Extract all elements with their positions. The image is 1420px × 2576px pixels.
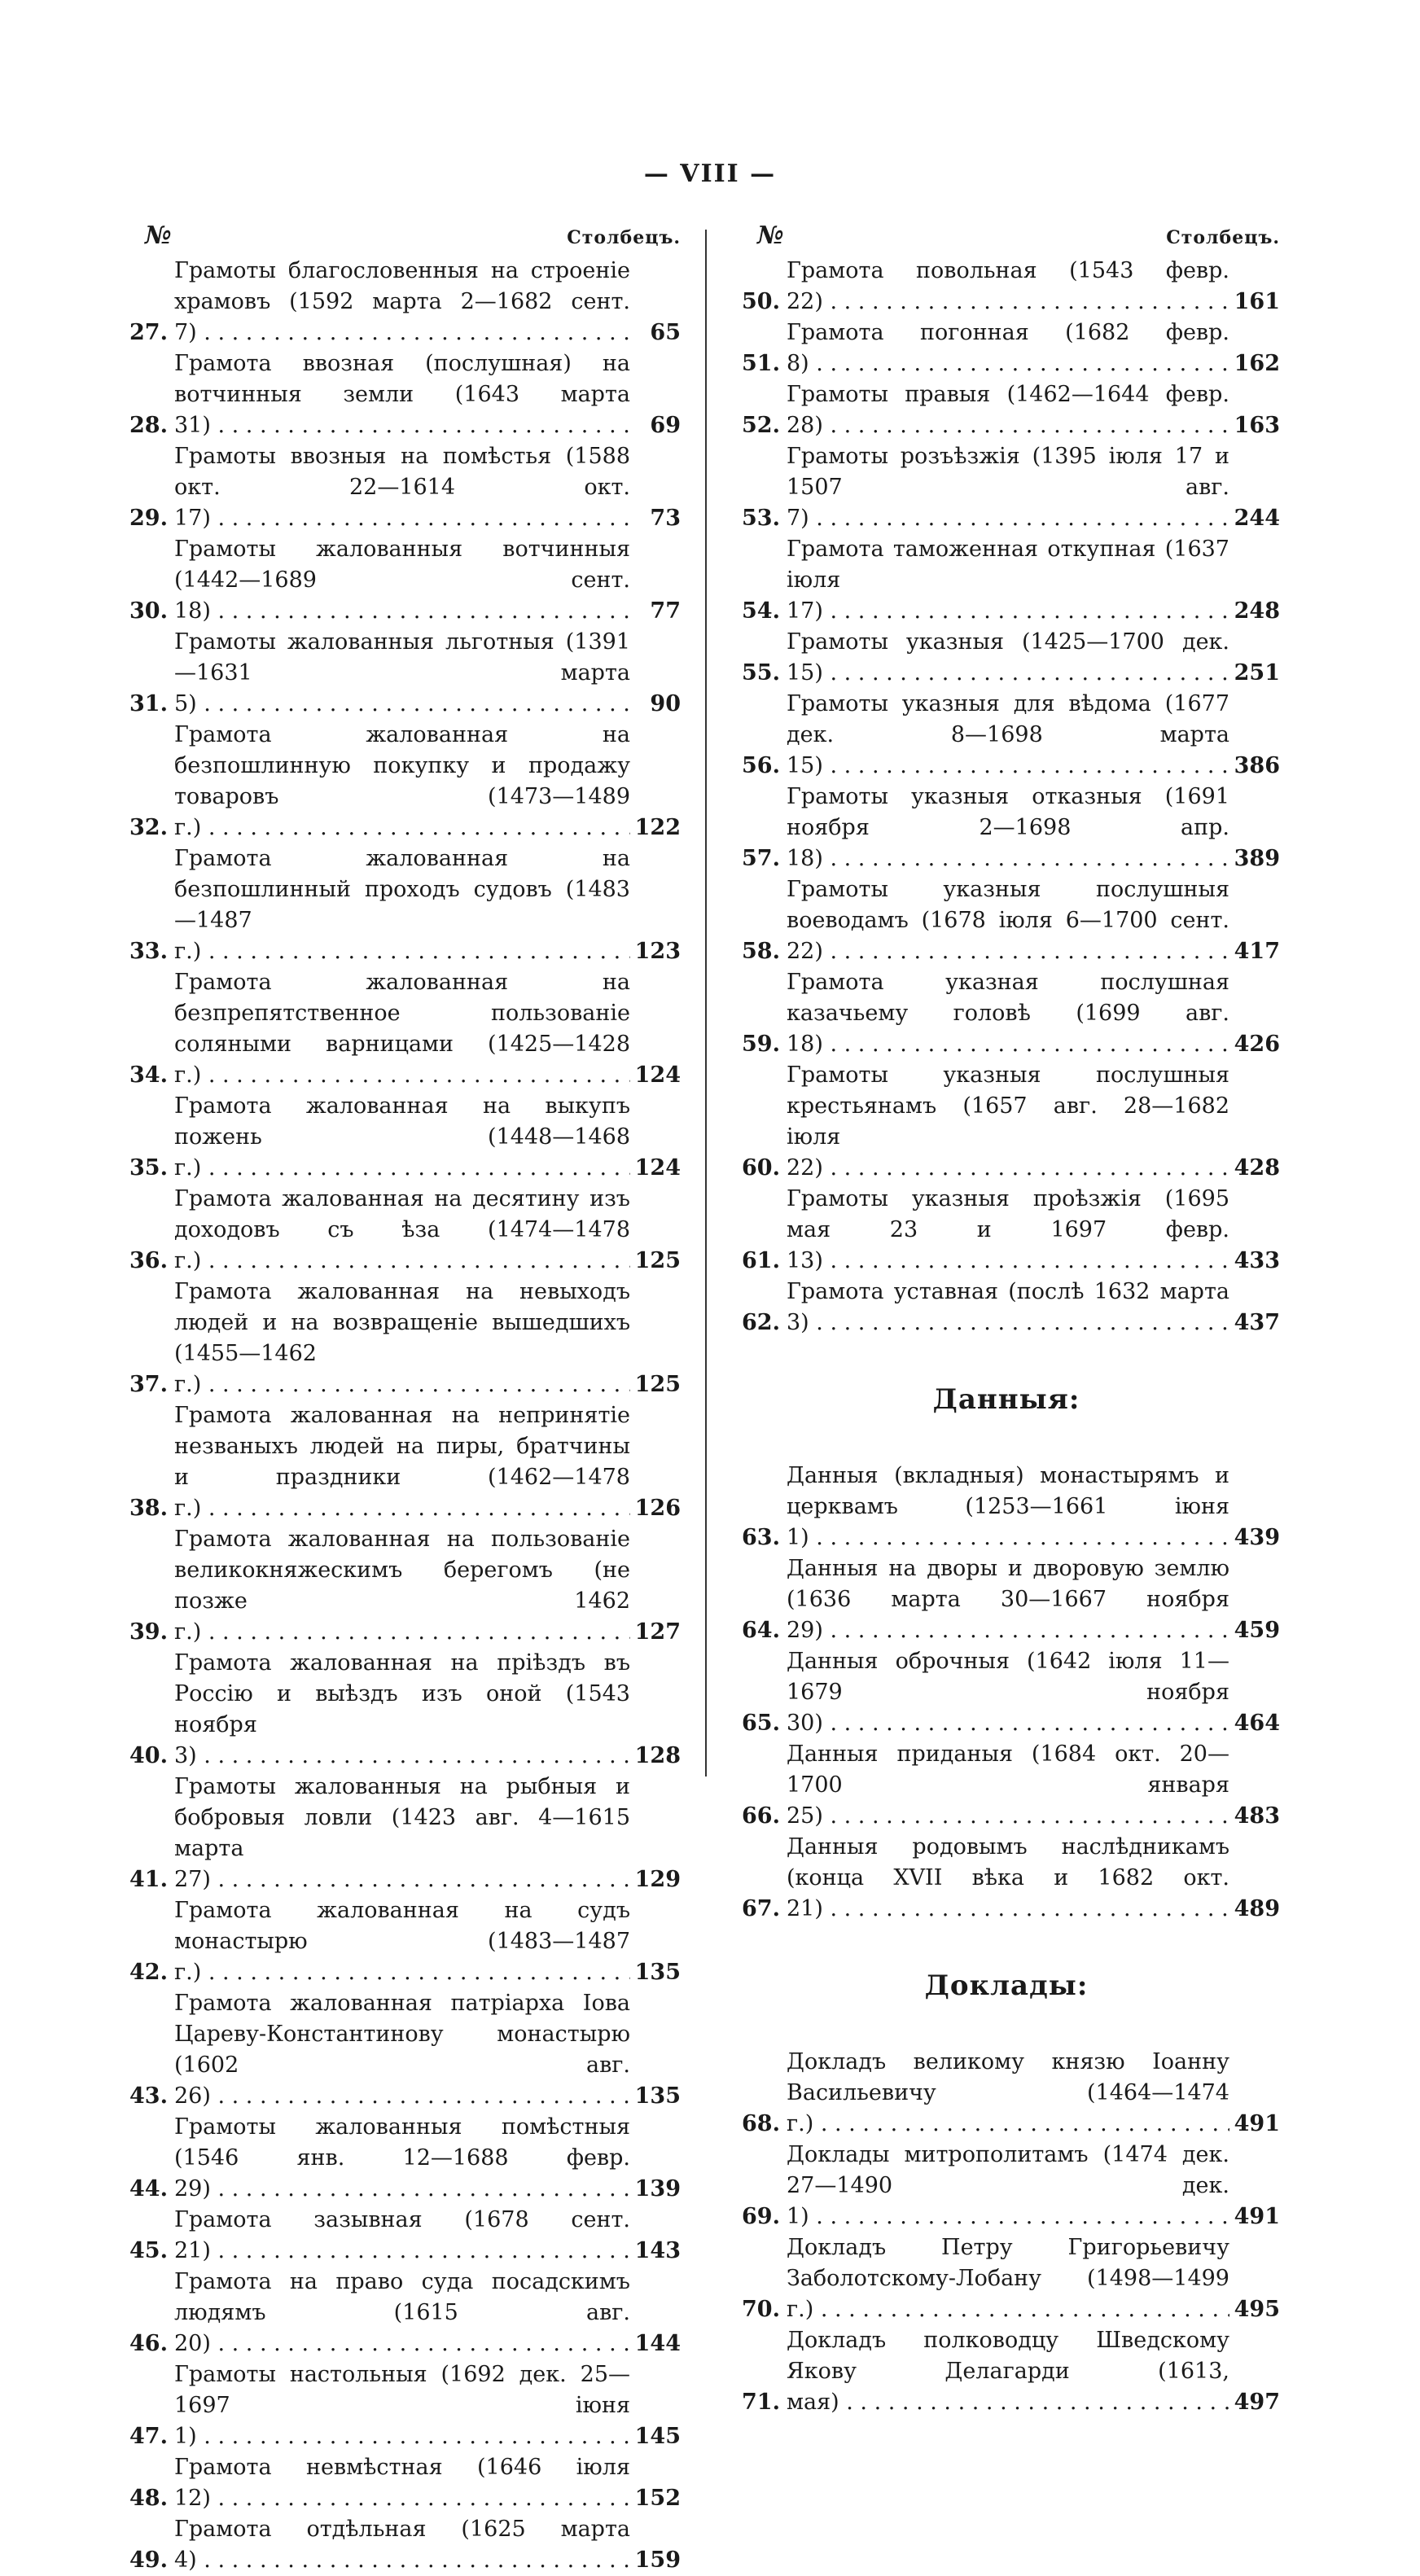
toc-entry [733,782,1280,874]
entry-column-number: 497 [1234,2390,1280,2415]
number-label: № [145,221,172,250]
page-number: — VIII — [643,160,777,188]
entry-title: Грамоты розъѣзжія (1395 іюля 17 и 1507 авг. 7) . . . [787,441,1229,534]
entry-number: 51. [742,351,780,376]
entry-column-number: 69 [650,413,681,438]
entry-column-number: 122 [634,815,681,840]
entry-title: Грамота жалованная на непринятіе незваныхъ людей на пиры, братчины и праздники (1462—1478 г.) . . . [174,1400,630,1524]
entry-column-number: 162 [1234,351,1280,376]
entry-title: Грамоты жалованныя вотчинныя (1442—1689 сент. 18) . . . [174,534,630,627]
entry-title: Грамота погонная (1682 февр. 8) . . . [787,318,1229,379]
entry-column-number: 491 [1234,2204,1280,2229]
entry-title: Грамоты настольныя (1692 дек. 25—1697 іюня 1) . . . [174,2359,630,2452]
toc-entry [121,2359,681,2452]
entry-number: 41. [129,1867,168,1892]
column-label: Столбецъ. [567,227,681,248]
entry-title: Грамоты правыя (1462—1644 февр. 28) . . . [787,379,1229,441]
entry-number: 47. [129,2424,168,2449]
toc-entry [121,1895,681,1988]
entry-number: 27. [129,320,168,345]
toc-entry [121,2514,681,2576]
entry-column-number: 491 [1234,2111,1280,2136]
entry-title: Грамота указная послушная казачьему головѣ (1699 авг. 18) . . . [787,967,1229,1060]
entry-number: 37. [129,1372,168,1397]
toc-entry [733,1553,1280,1646]
toc-entry [121,441,681,534]
toc-entry [121,1524,681,1648]
entry-title: Грамота жалованная патріарха Іова Цареву-Константинову монастырю (1602 авг. 26) . . . [174,1988,630,2112]
entry-title: Грамота уставная (послѣ 1632 марта 3) . . . [787,1277,1229,1338]
right-column [733,221,1280,2418]
entry-column-number: 125 [634,1248,681,1273]
toc-entry [733,1277,1280,1338]
entry-column-number: 90 [650,691,681,716]
right-entry-list [733,256,1280,1338]
entry-column-number: 128 [634,1743,681,1768]
entry-title: Грамота ввозная (послушная) на вотчинныя земли (1643 марта 31) . . . [174,348,630,441]
entry-column-number: 124 [634,1062,681,1088]
entry-column-number: 244 [1234,506,1280,531]
entry-number: 32. [129,815,168,840]
toc-entry [733,1832,1280,1925]
entry-title: Данныя на дворы и дворовую землю (1636 марта 30—1667 ноября 29) . . . [787,1553,1229,1646]
entry-title: Докладъ великому князю Іоанну Васильевичу (1464—1474 г.) . . . [787,2047,1229,2140]
entry-column-number: 433 [1234,1248,1280,1273]
entry-number: 31. [129,691,168,716]
entry-number: 40. [129,1743,168,1768]
entry-title: Грамоты указныя послушныя воеводамъ (1678 іюля 6—1700 сент. 22) . . . [787,874,1229,967]
entry-title: Грамота отдѣльная (1625 марта 4) . . . [174,2514,630,2576]
column-label: Столбецъ. [1166,227,1280,248]
entry-title: Грамота таможенная откупная (1637 іюля 17) . . . [787,534,1229,627]
entry-title: Грамоты указныя отказныя (1691 ноября 2—1698 апр. 18) . . . [787,782,1229,874]
toc-entry [733,627,1280,689]
entry-column-number: 459 [1234,1618,1280,1643]
entry-number: 42. [129,1960,168,1985]
entry-column-number: 417 [1234,939,1280,964]
entry-number: 54. [742,598,780,624]
entry-title: Грамота на право суда посадскимъ людямъ (1615 авг. 20) . . . [174,2267,630,2359]
entry-column-number: 127 [634,1619,681,1645]
entry-column-number: 152 [634,2486,681,2511]
entry-column-number: 73 [650,506,681,531]
entry-title: Грамота жалованная на выкупъ пожень (1448—1468 г.) . . . [174,1091,630,1184]
entry-column-number: 65 [650,320,681,345]
entry-column-number: 428 [1234,1155,1280,1181]
entry-number: 46. [129,2331,168,2356]
entry-number: 59. [742,1032,780,1057]
entry-number: 30. [129,598,168,624]
entry-number: 39. [129,1619,168,1645]
entry-column-number: 386 [1234,753,1280,778]
entry-title: Грамоты указныя для вѣдома (1677 дек. 8—1698 марта 15) . . . [787,689,1229,782]
entry-title: Данныя приданыя (1684 окт. 20—1700 января 25) . . . [787,1739,1229,1832]
entry-title: Грамоты ввозныя на помѣстья (1588 окт. 22—1614 окт. 17) . . . [174,441,630,534]
entry-column-number: 437 [1234,1310,1280,1335]
entry-column-number: 124 [634,1155,681,1181]
toc-entry [121,256,681,348]
entry-title: Грамота жалованная на безпошлинный проходъ судовъ (1483—1487 г.) . . . [174,843,630,967]
toc-entry [121,1400,681,1524]
entry-title: Грамоты жалованныя на рыбныя и бобровыя ловли (1423 авг. 4—1615 марта 27) . . . [174,1772,630,1895]
toc-entry [733,1184,1280,1277]
entry-number: 49. [129,2548,168,2573]
entry-column-number: 161 [1234,289,1280,314]
entry-number: 44. [129,2176,168,2201]
toc-entry [121,720,681,843]
toc-entry [121,967,681,1091]
left-column-header [121,221,681,256]
toc-entry [733,534,1280,627]
entry-column-number: 135 [634,1960,681,1985]
entry-title: Грамота жалованная на судъ монастырю (1483—1487 г.) . . . [174,1895,630,1988]
entry-number: 64. [742,1618,780,1643]
entry-number: 48. [129,2486,168,2511]
entry-column-number: 495 [1234,2297,1280,2322]
left-column [121,221,681,2576]
toc-entry [121,348,681,441]
entry-title: Грамоты указныя (1425—1700 дек. 15) . . . [787,627,1229,689]
entry-title: Данныя (вкладныя) монастырямъ и церквамъ (1253—1661 іюня 1) . . . [787,1461,1229,1553]
toc-entry [121,1988,681,2112]
entry-column-number: 126 [634,1496,681,1521]
entry-number: 35. [129,1155,168,1181]
entry-title: Грамота зазывная (1678 сент. 21) . . . [174,2205,630,2267]
entry-title: Докладъ полководцу Шведскому Якову Делагарди (1613, мая) . . . [787,2325,1229,2418]
entry-column-number: 143 [634,2238,681,2263]
entry-number: 60. [742,1155,780,1181]
entry-column-number: 129 [634,1867,681,1892]
toc-entry [733,2325,1280,2418]
toc-entry [733,441,1280,534]
section-title-dannye: Данныя: [932,1383,1080,1416]
entry-column-number: 389 [1234,846,1280,871]
toc-entry [121,1648,681,1772]
toc-entry [733,256,1280,318]
entry-column-number: 125 [634,1372,681,1397]
entry-number: 58. [742,939,780,964]
toc-entry [733,2140,1280,2232]
toc-entry [121,1091,681,1184]
toc-entry [121,2205,681,2267]
toc-entry [733,318,1280,379]
toc-entry [121,627,681,720]
toc-entry [733,1060,1280,1184]
entry-title: Грамоты указныя проѣзжія (1695 мая 23 и 1697 февр. 13) . . . [787,1184,1229,1277]
toc-entry [733,689,1280,782]
entry-column-number: 159 [634,2548,681,2573]
dannye-entry-list [733,1461,1280,1925]
entry-title: Грамота жалованная на десятину изъ доходовъ съ ѣза (1474—1478 г.) . . . [174,1184,630,1277]
entry-number: 45. [129,2238,168,2263]
entry-title: Данныя родовымъ наслѣдникамъ (конца XVII вѣка и 1682 окт. 21) . . . [787,1832,1229,1925]
entry-column-number: 464 [1234,1711,1280,1736]
toc-entry [733,1461,1280,1553]
entry-number: 66. [742,1803,780,1829]
entry-number: 53. [742,506,780,531]
entry-number: 61. [742,1248,780,1273]
entry-title: Грамоты жалованныя помѣстныя (1546 янв. 12—1688 февр. 29) . . . [174,2112,630,2205]
entry-number: 67. [742,1896,780,1921]
entry-title: Грамоты жалованныя льготныя (1391—1631 марта 5) . . . [174,627,630,720]
entry-column-number: 251 [1234,660,1280,686]
toc-entry [121,2267,681,2359]
right-column-header [733,221,1280,256]
entry-title: Грамота жалованная на безпрепятственное пользованіе соляными варницами (1425—1428 г.) . . . [174,967,630,1091]
entry-title: Данныя оброчныя (1642 іюля 11—1679 ноября 30) . . . [787,1646,1229,1739]
entry-column-number: 426 [1234,1032,1280,1057]
entry-column-number: 489 [1234,1896,1280,1921]
entry-title: Грамота невмѣстная (1646 іюля 12) . . . [174,2452,630,2514]
entry-number: 68. [742,2111,780,2136]
doklady-entry-list [733,2047,1280,2418]
entry-number: 33. [129,939,168,964]
entry-number: 50. [742,289,780,314]
entry-column-number: 135 [634,2083,681,2109]
entry-number: 28. [129,413,168,438]
toc-entry [121,534,681,627]
toc-entry [733,874,1280,967]
entry-number: 57. [742,846,780,871]
toc-entry [733,967,1280,1060]
entry-number: 71. [742,2390,780,2415]
entry-title: Докладъ Петру Григорьевичу Заболотскому-Лобану (1498—1499 г.) . . . [787,2232,1229,2325]
entry-title: Грамота повольная (1543 февр. 22) . . . [787,256,1229,318]
entry-number: 52. [742,413,780,438]
left-entry-list [121,256,681,2576]
toc-entry [121,843,681,967]
entry-column-number: 139 [634,2176,681,2201]
toc-entry [121,2452,681,2514]
entry-number: 65. [742,1711,780,1736]
entry-number: 43. [129,2083,168,2109]
toc-entry [733,1646,1280,1739]
entry-column-number: 123 [634,939,681,964]
toc-entry [733,2232,1280,2325]
entry-title: Грамота жалованная на пользованіе великокняжескимъ берегомъ (не позже 1462 г.) . . . [174,1524,630,1648]
toc-entry [733,2047,1280,2140]
toc-entry [121,2112,681,2205]
entry-number: 55. [742,660,780,686]
entry-column-number: 439 [1234,1525,1280,1550]
entry-number: 63. [742,1525,780,1550]
entry-number: 56. [742,753,780,778]
entry-title: Грамота жалованная на пріѣздъ въ Россію и выѣздъ изъ оной (1543 ноября 3) . . . [174,1648,630,1772]
toc-entry [733,379,1280,441]
section-title-doklady: Доклады: [924,1969,1089,2002]
entry-number: 69. [742,2204,780,2229]
entry-number: 38. [129,1496,168,1521]
toc-entry [121,1772,681,1895]
entry-column-number: 483 [1234,1803,1280,1829]
entry-number: 36. [129,1248,168,1273]
toc-entry [121,1277,681,1400]
number-label: № [757,221,784,250]
entry-title: Грамота жалованная на безпошлинную покупку и продажу товаровъ (1473—1489 г.) . . . [174,720,630,843]
entry-title: Грамоты указныя послушныя крестьянамъ (1657 авг. 28—1682 іюля 22) . . . [787,1060,1229,1184]
entry-number: 70. [742,2297,780,2322]
entry-number: 34. [129,1062,168,1088]
entry-column-number: 163 [1234,413,1280,438]
entry-title: Грамота жалованная на невыходъ людей и на возвращеніе вышедшихъ (1455—1462 г.) . . . [174,1277,630,1400]
entry-number: 29. [129,506,168,531]
entry-column-number: 145 [634,2424,681,2449]
entry-column-number: 248 [1234,598,1280,624]
entry-column-number: 144 [634,2331,681,2356]
toc-entry [121,1184,681,1277]
toc-entry [733,1739,1280,1832]
entry-number: 62. [742,1310,780,1335]
entry-column-number: 77 [650,598,681,624]
entry-title: Грамоты благословенныя на строеніе храмовъ (1592 марта 2—1682 сент. 7) . . . [174,256,630,348]
column-divider [705,230,707,1776]
entry-title: Доклады митрополитамъ (1474 дек. 27—1490 дек. 1) . . . [787,2140,1229,2232]
